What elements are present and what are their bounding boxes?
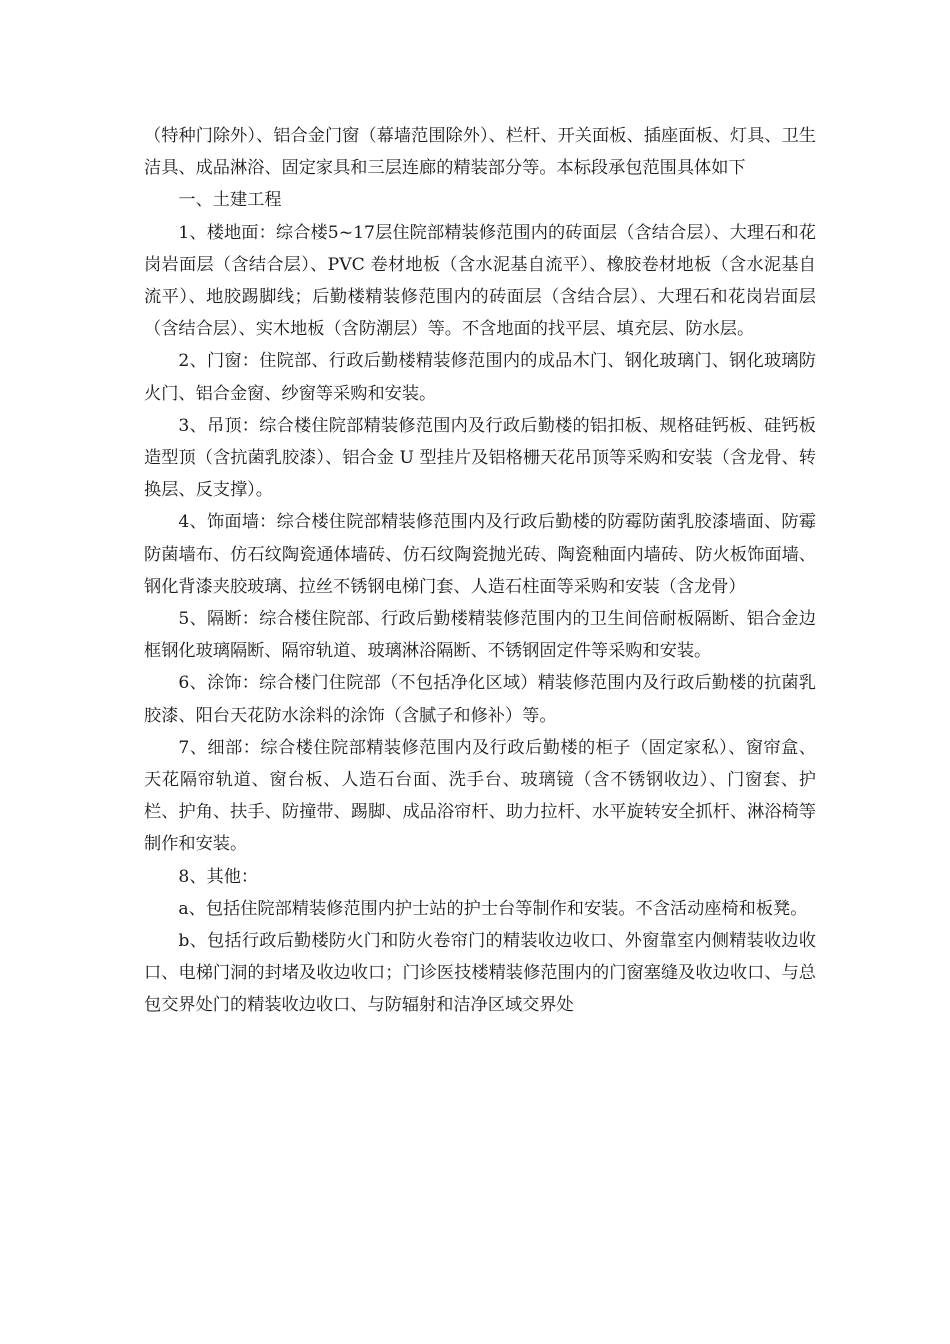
paragraph-ceiling: 3、吊顶：综合楼住院部精装修范围内及行政后勤楼的铝扣板、规格硅钙板、硅钙板造型顶（含抗菌乳胶漆）、铝合金 U 型挂片及铝格栅天花吊顶等采购和安装（含龙骨、转换层、反支撑）。 xyxy=(144,415,816,501)
paragraph-finish-walls: 4、饰面墙：综合楼住院部精装修范围内及行政后勤楼的防霉防菌乳胶漆墙面、防霉防菌墙布、仿石纹陶瓷通体墙砖、仿石纹陶瓷抛光砖、陶瓷釉面内墙砖、防火板饰面墙、钢化背漆夹胶玻璃、拉丝不锈钢电梯门套、人造石柱面等采购和安装（含龙骨） xyxy=(144,512,816,597)
paragraph-details: 7、细部：综合楼住院部精装修范围内及行政后勤楼的柜子（固定家私）、窗帘盒、天花隔帘轨道、窗台板、人造石台面、洗手台、玻璃镜（含不锈钢收边）、门窗套、护栏、护角、扶手、防撞带、踢脚、成品浴帘杆、助力拉杆、水平旋转安全抓杆、淋浴椅等制作和安装。 xyxy=(144,737,816,855)
paragraph-doors-windows: 2、门窗：住院部、行政后勤楼精装修范围内的成品木门、钢化玻璃门、钢化玻璃防火门、铝合金窗、纱窗等采购和安装。 xyxy=(144,351,816,404)
heading-others: 8、其他： xyxy=(178,866,259,887)
heading-civil-engineering: 一、土建工程 xyxy=(178,190,282,211)
paragraph-partitions: 5、隔断：综合楼住院部、行政后勤楼精装修范围内的卫生间倍耐板隔断、铝合金边框钢化玻璃隔断、隔帘轨道、玻璃淋浴隔断、不锈钢固定件等采购和安装。 xyxy=(144,609,816,662)
paragraph-others-b: b、包括行政后勤楼防火门和防火卷帘门的精装收边收口、外窗靠室内侧精装收边收口、电梯门洞的封堵及收边收口；门诊医技楼精装修范围内的门窗塞缝及收边收口、与总包交界处门的精装收边收口、与防辐射和洁净区域交界处 xyxy=(144,931,816,1016)
paragraph-coatings: 6、涂饰：综合楼门住院部（不包括净化区域）精装修范围内及行政后勤楼的抗菌乳胶漆、阳台天花防水涂料的涂饰（含腻子和修补）等。 xyxy=(144,673,816,726)
paragraph-floor: 1、楼地面：综合楼5~17层住院部精装修范围内的砖面层（含结合层）、大理石和花岗岩面层（含结合层）、PVC 卷材地板（含水泥基自流平）、橡胶卷材地板（含水泥基自流平）、地胶踢脚线；后勤楼精装修范围内的砖面层（含结合层）、大理石和花岗岩面层（含结合层）、实木地板（含防潮层）等。不含地面的找平层、填充层、防水层。 xyxy=(144,222,816,340)
document-page xyxy=(144,120,816,1022)
paragraph-scope-continued: （特种门除外）、铝合金门窗（幕墙范围除外）、栏杆、开关面板、插座面板、灯具、卫生洁具、成品淋浴、固定家具和三层连廊的精装部分等。本标段承包范围具体如下 xyxy=(144,126,816,179)
paragraph-others-a: a、包括住院部精装修范围内护士站的护士台等制作和安装。不含活动座椅和板凳。 xyxy=(178,898,808,919)
